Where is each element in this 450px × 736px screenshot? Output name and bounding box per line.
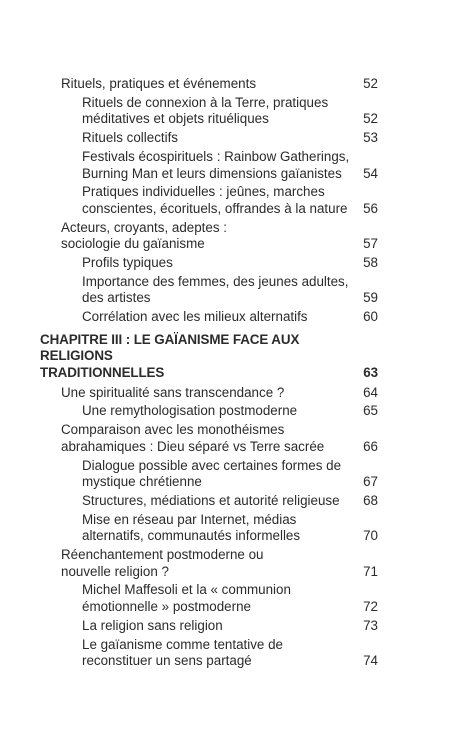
toc-entry-title: Corrélation avec les milieux alternatifs xyxy=(82,309,308,325)
toc-entry-title: Importance des femmes, des jeunes adultes, des artistes xyxy=(82,273,349,306)
toc-entry xyxy=(40,582,378,615)
toc-entry xyxy=(40,220,378,253)
toc-entry xyxy=(40,493,378,510)
table-of-contents xyxy=(40,76,378,672)
toc-page-number: 65 xyxy=(363,403,378,419)
toc-entry xyxy=(40,130,378,147)
toc-chapter-title: CHAPITRE III : LE GAÏANISME FACE AUX RELIGIONS TRADITIONNELLES xyxy=(40,331,300,380)
toc-entry-title: Festivals écospirituels : Rainbow Gatherings, Burning Man et leurs dimensions gaïanistes xyxy=(82,148,350,181)
toc-entry xyxy=(40,422,378,455)
toc-entry xyxy=(40,618,378,635)
toc-page-number: 52 xyxy=(363,111,378,127)
toc-entry xyxy=(40,149,378,182)
toc-page-number: 56 xyxy=(363,200,378,216)
toc-page-number: 63 xyxy=(363,365,378,380)
toc-entry-title: Mise en réseau par Internet, médias alternatifs, communautés informelles xyxy=(82,511,301,544)
toc-entry-title: Une remythologisation postmoderne xyxy=(82,403,298,419)
toc-entry xyxy=(40,637,378,670)
toc-entry-title: Dialogue possible avec certaines formes de mystique chrétienne xyxy=(82,457,342,490)
toc-page-number: 67 xyxy=(363,474,378,490)
toc-entry-title: Une spiritualité sans transcendance ? xyxy=(61,384,285,400)
toc-page-number: 70 xyxy=(363,528,378,544)
toc-entry-title: Rituels, pratiques et événements xyxy=(61,76,257,91)
toc-entry-title: Michel Maffesoli et la « communion émotionnelle » postmoderne xyxy=(82,582,291,615)
toc-entry xyxy=(40,309,378,326)
toc-entry-title: Acteurs, croyants, adeptes : sociologie du gaïanisme xyxy=(61,219,227,252)
toc-page-number: 53 xyxy=(363,130,378,146)
toc-entry-title: Pratiques individuelles : jeûnes, marches conscientes, écorituels, offrandes à la nature xyxy=(82,184,348,216)
toc-entry-title: Le gaïanisme comme tentative de reconstituer un sens partagé xyxy=(82,636,283,669)
toc-page-number: 74 xyxy=(363,653,378,669)
toc-entry-title: Réenchantement postmoderne ou nouvelle religion ? xyxy=(61,547,264,579)
toc-page-number: 57 xyxy=(363,236,378,252)
toc-entry xyxy=(40,255,378,272)
toc-entry-title: Rituels collectifs xyxy=(82,130,178,146)
toc-entry-title: Structures, médiations et autorité religieuse xyxy=(82,492,340,508)
toc-entry-title: Profils typiques xyxy=(82,255,173,271)
toc-entry xyxy=(40,403,378,420)
toc-entry xyxy=(40,274,378,307)
toc-entry xyxy=(40,458,378,491)
toc-page-number: 54 xyxy=(363,165,378,181)
toc-entry xyxy=(40,547,378,580)
toc-page-number: 68 xyxy=(363,492,378,508)
toc-page-number: 72 xyxy=(363,599,378,615)
toc-entry xyxy=(40,512,378,545)
toc-entry xyxy=(40,95,378,128)
toc-entry-title: Comparaison avec les monothéismes abrahamiques : Dieu séparé vs Terre sacrée xyxy=(61,422,325,454)
toc-page-number: 59 xyxy=(363,290,378,306)
toc-page-number: 58 xyxy=(363,255,378,271)
toc-entry xyxy=(40,76,378,93)
toc-page-number: 66 xyxy=(363,438,378,454)
toc-chapter-heading xyxy=(40,332,378,382)
toc-page-number: 60 xyxy=(363,309,378,325)
toc-entry xyxy=(40,184,378,217)
toc-page-number: 64 xyxy=(363,384,378,400)
toc-entry-title: La religion sans religion xyxy=(82,617,223,633)
toc-page-number: 52 xyxy=(363,76,378,91)
toc-page-number: 71 xyxy=(363,563,378,579)
toc-page-number: 73 xyxy=(363,617,378,633)
toc-entry-title: Rituels de connexion à la Terre, pratiques méditatives et objets rituéliques xyxy=(82,94,329,127)
toc-entry xyxy=(40,385,378,402)
